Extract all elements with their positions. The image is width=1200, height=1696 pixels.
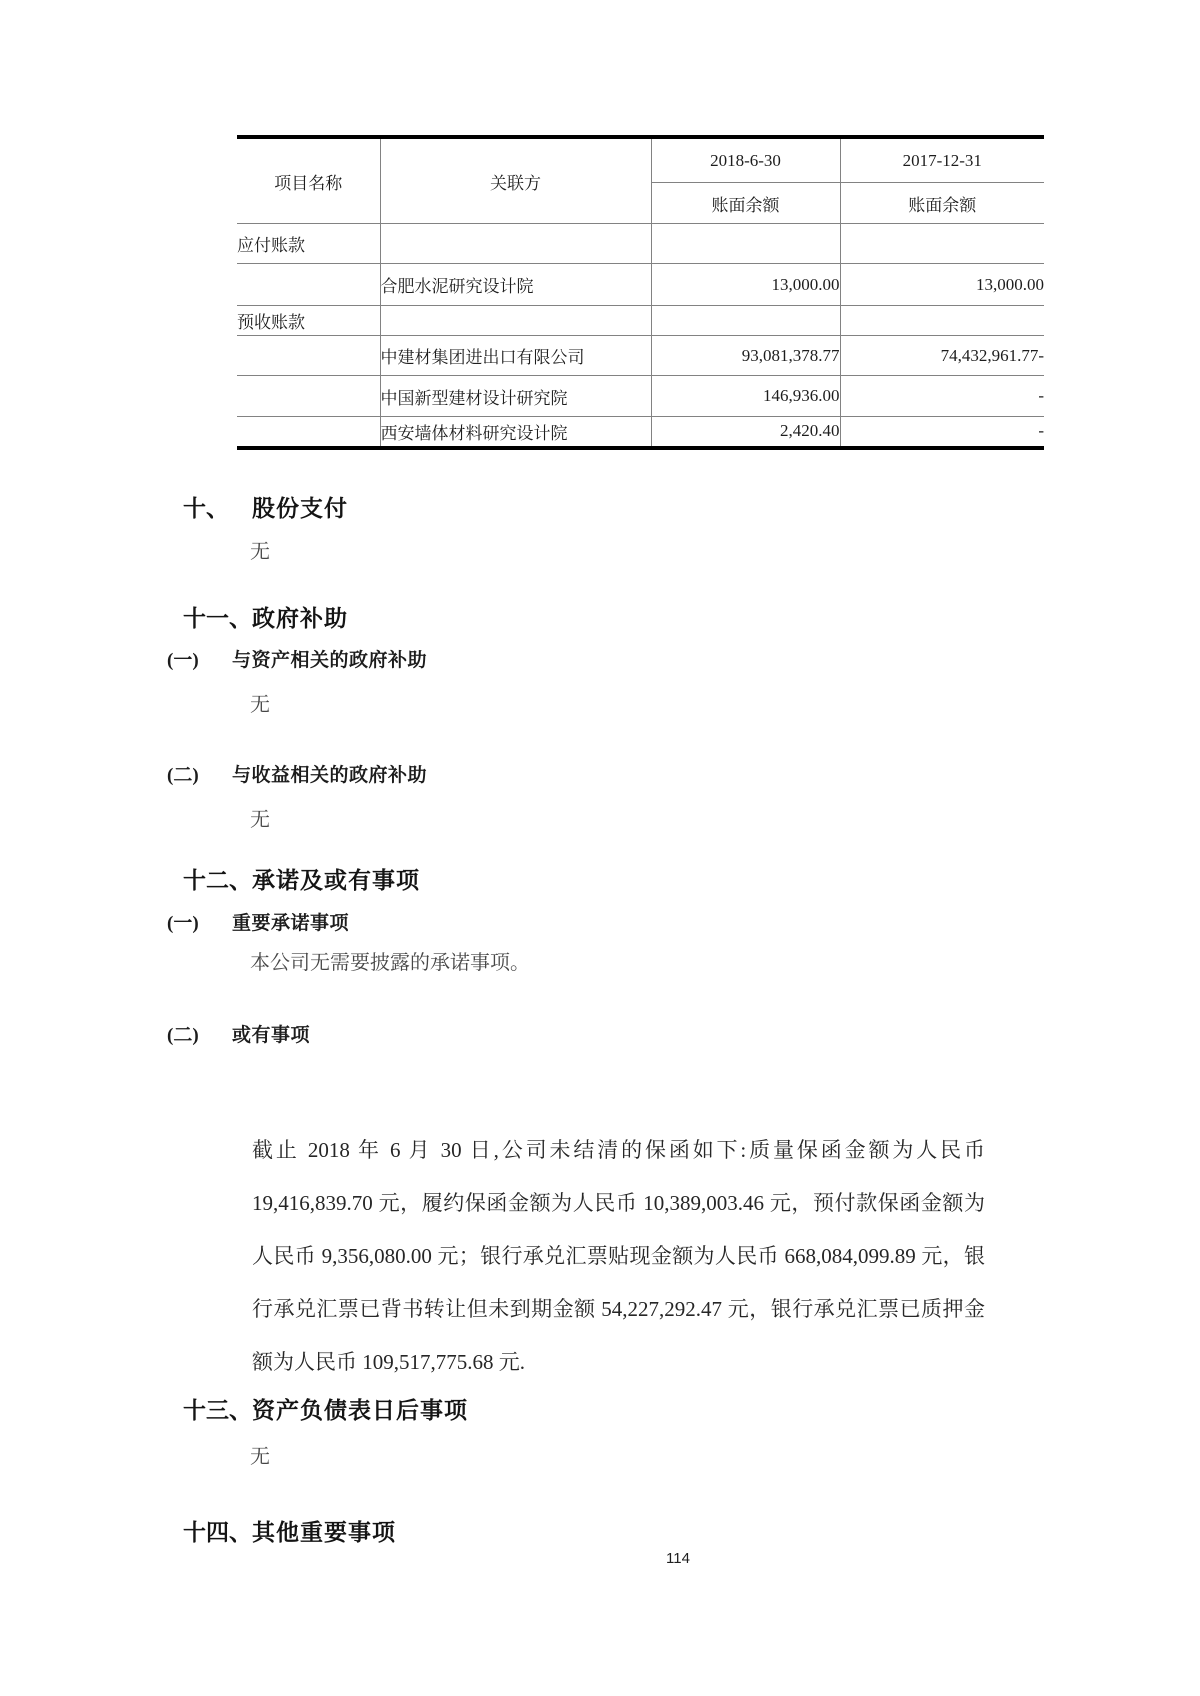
section-10-title: 股份支付: [252, 495, 348, 521]
section-13-title: 资产负债表日后事项: [252, 1397, 468, 1423]
cell-balance-2017: [840, 224, 1044, 264]
cell-balance-2018: 13,000.00: [651, 264, 840, 306]
cell-party: 中建材集团进出口有限公司: [380, 336, 651, 376]
cell-party: 中国新型建材设计研究院: [380, 376, 651, 417]
table-row: [237, 376, 1044, 417]
cell-balance-2018: 93,081,378.77: [651, 336, 840, 376]
cell-item: 预收账款: [237, 313, 305, 332]
section-10-number: 十、: [183, 495, 229, 521]
cell-item: [237, 336, 380, 376]
section-13-heading: [183, 1392, 468, 1425]
col-header-date-2018: 2018-6-30: [651, 137, 840, 183]
cell-balance-2017: -: [840, 417, 1044, 448]
section-10-body: 无: [250, 541, 270, 563]
subsection-12-1-body: 本公司无需要披露的承诺事项。: [250, 952, 530, 974]
section-14-number: 十四、: [183, 1519, 252, 1545]
related-party-table-container: [237, 135, 1044, 450]
section-11-number: 十一、: [183, 605, 252, 631]
cell-item: [237, 417, 380, 448]
subsection-11-1-body: 无: [250, 694, 270, 716]
table-row: [237, 264, 1044, 306]
section-12-heading: [183, 862, 420, 895]
col-header-balance-2018: 账面余额: [651, 183, 840, 224]
col-header-item: 项目名称: [274, 173, 343, 193]
cell-party: 合肥水泥研究设计院: [380, 264, 651, 306]
subsection-11-2-number: (二): [167, 765, 199, 786]
cell-item: [237, 376, 380, 417]
table-row: [237, 336, 1044, 376]
table-row: [237, 417, 1044, 448]
cell-balance-2018: 146,936.00: [651, 376, 840, 417]
cell-balance-2018: 2,420.40: [651, 417, 840, 448]
subsection-11-2-heading: [167, 760, 427, 787]
section-13-body: 无: [250, 1446, 270, 1468]
col-header-date-2017: 2017-12-31: [840, 137, 1044, 183]
cell-party: 西安墙体材料研究设计院: [380, 417, 651, 448]
section-14-heading: [183, 1514, 396, 1547]
contingency-paragraph: 截止 2018 年 6 月 30 日,公司未结清的保函如下:质量保函金额为人民币 19,416,839.70 元，履约保函金额为人民币 10,389,003.46 元，预付款保函金额为人民币 9,356,080.00 元；银行承兑汇票贴现金额为人民币 668,084,099.89 元，银行承兑汇票已背书转让但未到期金额 54,227,292.47 元，银行承兑汇票已质押金额为人民币 109,517,775.68 元.: [252, 1138, 985, 1374]
cell-party: [380, 224, 651, 264]
section-11-title: 政府补助: [252, 605, 348, 631]
subsection-12-1-title: 重要承诺事项: [232, 913, 350, 934]
col-header-related-party: 关联方: [380, 137, 651, 224]
cell-item: [237, 264, 380, 306]
cell-balance-2017: 13,000.00: [840, 264, 1044, 306]
section-12-number: 十二、: [183, 867, 252, 893]
cell-party: [380, 306, 651, 336]
subsection-11-2-title: 与收益相关的政府补助: [232, 765, 428, 786]
subsection-12-2-title: 或有事项: [232, 1025, 311, 1046]
section-12-title: 承诺及或有事项: [252, 867, 420, 893]
section-11-heading: [183, 600, 348, 633]
subsection-12-1-number: (一): [167, 913, 199, 934]
cell-balance-2018: [651, 224, 840, 264]
subsection-11-1-title: 与资产相关的政府补助: [232, 650, 428, 671]
section-10-heading: [183, 490, 348, 523]
section-14-title: 其他重要事项: [252, 1519, 396, 1545]
subsection-12-2-number: (二): [167, 1025, 199, 1046]
subsection-12-1-heading: [167, 908, 349, 935]
subsection-12-2-heading: [167, 1020, 310, 1047]
cell-balance-2017: -: [840, 376, 1044, 417]
section-13-number: 十三、: [183, 1397, 252, 1423]
page-number: 114: [666, 1550, 690, 1567]
subsection-11-2-body: 无: [250, 809, 270, 831]
cell-balance-2018: [651, 306, 840, 336]
cell-balance-2017: [840, 306, 1044, 336]
col-header-balance-2017: 账面余额: [840, 183, 1044, 224]
subsection-11-1-heading: [167, 645, 427, 672]
cell-item: 应付账款: [237, 236, 305, 255]
table-row: [237, 306, 1044, 336]
subsection-11-1-number: (一): [167, 650, 199, 671]
cell-balance-2017: 74,432,961.77-: [840, 336, 1044, 376]
table-row: [237, 224, 1044, 264]
related-party-table: [237, 135, 1044, 450]
